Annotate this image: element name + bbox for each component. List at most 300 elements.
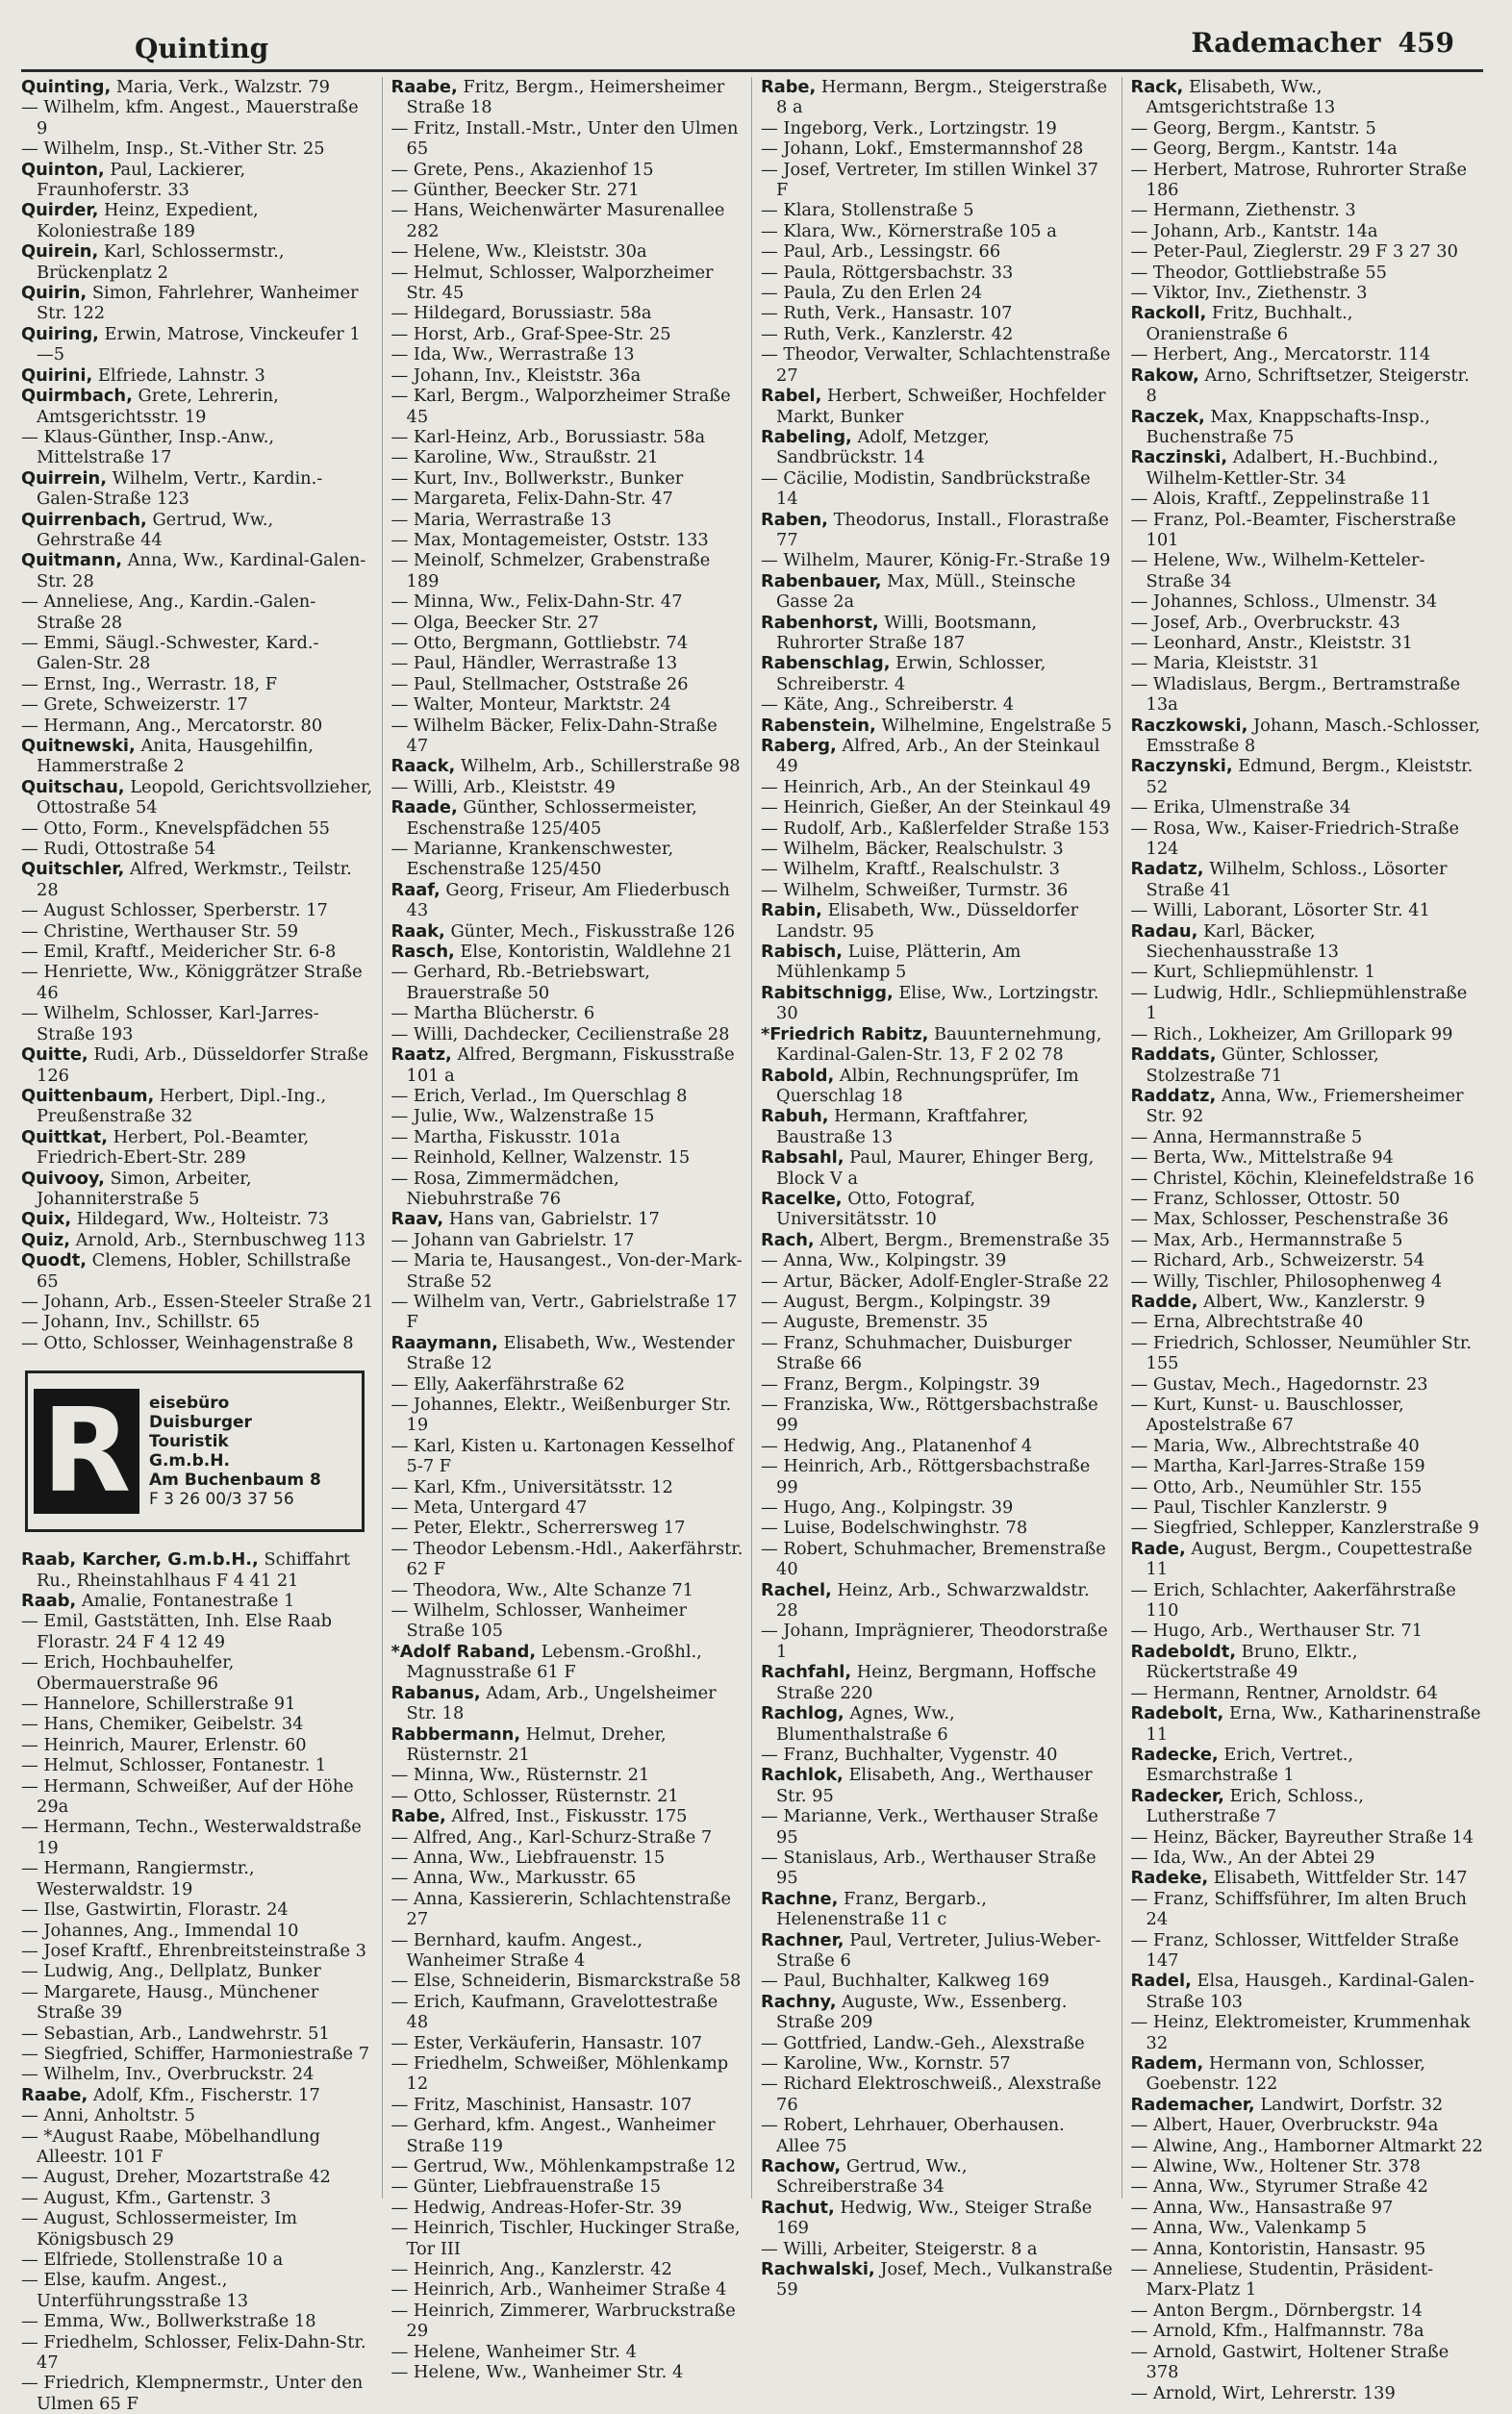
directory-entry xyxy=(391,241,744,262)
entry-details: Gertrud, Ww., Schreiberstraße 34 xyxy=(776,2156,968,2198)
directory-entry xyxy=(391,2176,744,2197)
entry-details: Elfriede, Lahnstr. 3 xyxy=(97,365,265,386)
directory-entry xyxy=(391,1374,744,1395)
directory-entry xyxy=(391,1024,744,1044)
entry-details: Adalbert, H.-Buchbind., Wilhelm-Kettler-Str. 34 xyxy=(1146,447,1439,489)
directory-entry xyxy=(761,1662,1114,1703)
entry-details: Lebensm.-Großhl., Magnusstraße 61 F xyxy=(406,1641,702,1683)
entry-details: Willi, Bootsmann, Ruhrorter Straße 187 xyxy=(776,612,1038,653)
entry-surname: Quiring, xyxy=(21,323,99,344)
directory-entry xyxy=(21,1652,374,1694)
directory-entry xyxy=(391,1848,744,1868)
entry-details: Wilhelm, Schloss., Lösorter Straße 41 xyxy=(1146,859,1448,900)
entry-surname: Rasch, xyxy=(391,942,455,963)
entry-surname: Quirrein, xyxy=(21,467,107,489)
advert-line6: F 3 26 00/3 37 56 xyxy=(149,1490,294,1510)
entry-details: — Hedwig, Andreas-Hofer-Str. 39 xyxy=(391,2197,682,2218)
entry-surname: Radeke, xyxy=(1130,1868,1209,1889)
entry-details: — Hermann, Techn., Westerwaldstraße 19 xyxy=(21,1817,362,1858)
entry-details: Elisabeth, Wittfelder Str. 147 xyxy=(1213,1868,1468,1889)
entry-details: Max, Knappschafts-Insp., Buchenstraße 75 xyxy=(1146,406,1430,447)
directory-entry xyxy=(391,447,744,467)
directory-entry xyxy=(391,1580,744,1600)
directory-entry xyxy=(761,1518,1114,1538)
directory-entry xyxy=(391,1395,744,1436)
entry-surname: Rabbermann, xyxy=(391,1723,521,1745)
directory-entry xyxy=(21,1312,374,1332)
directory-entry xyxy=(391,2115,744,2156)
entry-surname: Quitte, xyxy=(21,1044,88,1066)
entry-details: Günther, Schlossermeister, Eschenstraße 125/405 xyxy=(406,797,697,839)
directory-entry xyxy=(391,1683,744,1724)
directory-entry xyxy=(761,1024,1114,1066)
entry-details: — Hermann, Rangiermstr., Westerwaldstr. 19 xyxy=(21,1858,255,1899)
entry-surname: Raczinski, xyxy=(1130,447,1228,468)
entry-surname: Raczynski, xyxy=(1130,756,1233,777)
directory-entry xyxy=(1131,921,1484,963)
directory-entry xyxy=(1131,674,1484,716)
entry-surname: Rachlok, xyxy=(761,1765,844,1786)
directory-entry xyxy=(391,1786,744,1806)
directory-entry xyxy=(391,200,744,241)
entry-details: — Otto, Bergmann, Gottliebstr. 74 xyxy=(391,632,689,653)
header-last-entry xyxy=(1191,27,1454,59)
directory-entry xyxy=(761,1889,1114,1930)
directory-entry xyxy=(1131,818,1484,860)
directory-entry xyxy=(1131,2156,1484,2176)
entry-details: Erich, Vertret., Esmarchstraße 1 xyxy=(1146,1744,1354,1786)
entry-surname: Rakow, xyxy=(1130,365,1199,386)
column-4 xyxy=(1130,77,1484,2403)
entry-details: Paul, Lackierer, Fraunhoferstr. 33 xyxy=(37,159,246,201)
directory-entry xyxy=(1131,1477,1484,1497)
entry-details: — Martha Blücherstr. 6 xyxy=(391,1003,595,1024)
entry-details: — Anna, Ww., Hansastraße 97 xyxy=(1130,2197,1394,2218)
directory-entry xyxy=(761,1848,1114,1889)
entry-details: — Ida, Ww., An der Abtei 29 xyxy=(1130,1847,1375,1868)
entry-details: — Ruth, Verk., Kanzlerstr. 42 xyxy=(761,323,1014,344)
directory-entry xyxy=(1131,1889,1484,1930)
directory-entry xyxy=(1131,2115,1484,2135)
entry-details: — Olga, Beecker Str. 27 xyxy=(391,612,599,633)
directory-entry xyxy=(1131,962,1484,982)
entry-surname: Quirrenbach, xyxy=(21,509,147,530)
entry-details: — Karl-Heinz, Arb., Borussiastr. 58a xyxy=(391,426,706,447)
entry-details: — Hermann, Rentner, Arnoldstr. 64 xyxy=(1130,1682,1438,1703)
entry-surname: Rack, xyxy=(1130,77,1184,97)
directory-entry xyxy=(391,2279,744,2300)
directory-entry xyxy=(1131,365,1484,407)
entry-details: — Erna, Albrechtstraße 40 xyxy=(1130,1312,1364,1333)
entry-details: — Anneliese, Ang., Kardin.-Galen-Straße 28 xyxy=(21,591,316,633)
entry-details: — Johann, Arb., Essen-Steeler Straße 21 xyxy=(21,1291,374,1312)
directory-entry xyxy=(761,510,1114,551)
entry-details: Franz, Bergarb., Helenenstraße 11 c xyxy=(776,1888,987,1930)
directory-entry xyxy=(21,2044,374,2064)
directory-entry xyxy=(1131,2383,1484,2403)
entry-details: Anna, Ww., Friemersheimer Str. 92 xyxy=(1146,1085,1464,1127)
directory-entry xyxy=(761,1806,1114,1848)
entry-details: — Peter, Elektr., Scherrersweg 17 xyxy=(391,1518,686,1539)
entry-details: — Alfred, Ang., Karl-Schurz-Straße 7 xyxy=(391,1826,713,1848)
entry-surname: Quittenbaum, xyxy=(21,1085,155,1106)
entry-details: Helmut, Dreher, Rüsternstr. 21 xyxy=(406,1723,667,1765)
entry-details: — Wilhelm, kfm. Angest., Mauerstraße 9 xyxy=(21,97,359,138)
directory-entry xyxy=(1131,1703,1484,1745)
entry-details: — Else, kaufm. Angest., Unterführungsstraße 13 xyxy=(21,2270,249,2311)
entry-details: Leopold, Gerichtsvollzieher, Ottostraße 54 xyxy=(37,776,373,818)
directory-entry xyxy=(21,2250,374,2270)
entry-details: — Heinz, Bäcker, Bayreuther Straße 14 xyxy=(1130,1826,1474,1848)
directory-entry xyxy=(761,653,1114,694)
entry-details: — Martha, Fiskusstr. 101a xyxy=(391,1126,620,1147)
entry-details: — Anna, Ww., Valenkamp 5 xyxy=(1130,2218,1367,2239)
directory-entry xyxy=(21,2188,374,2208)
directory-entry xyxy=(1131,1147,1484,1168)
entry-details: — Paula, Röttgersbachstr. 33 xyxy=(761,262,1014,283)
directory-entry xyxy=(21,2024,374,2044)
entry-details: — Ida, Ww., Werrastraße 13 xyxy=(391,344,635,365)
entry-details: — Anton Bergm., Dörnbergstr. 14 xyxy=(1130,2300,1423,2321)
page-header xyxy=(21,27,1483,75)
entry-surname: Quitnewski, xyxy=(21,736,136,756)
directory-entry xyxy=(1131,1621,1484,1641)
entry-surname: Raaf, xyxy=(391,879,441,900)
directory-entry xyxy=(391,1930,744,1972)
directory-entry xyxy=(21,777,374,818)
entry-details: Herbert, Pol.-Beamter, Friedrich-Ebert-Str. 289 xyxy=(37,1126,310,1169)
directory-entry xyxy=(21,2311,374,2331)
directory-entry xyxy=(1131,1827,1484,1848)
directory-entry xyxy=(21,1044,374,1086)
entry-details: — Willi, Arb., Kleiststr. 49 xyxy=(391,776,616,797)
entry-details: Adolf, Metzger, Sandbrückstr. 14 xyxy=(776,426,990,468)
directory-entry xyxy=(1131,2218,1484,2238)
entry-details: — Franz, Bergm., Kolpingstr. 39 xyxy=(761,1373,1041,1395)
entry-details: — Paula, Zu den Erlen 24 xyxy=(761,283,983,304)
directory-entry xyxy=(391,2362,744,2382)
directory-entry xyxy=(1131,1436,1484,1456)
directory-entry xyxy=(391,2198,744,2218)
entry-details: — Arnold, Gastwirt, Holtener Straße 378 xyxy=(1130,2341,1449,2383)
entry-details: Günter, Schlosser, Stolzestraße 71 xyxy=(1146,1044,1379,1086)
entry-details: — Otto, Schlosser, Rüsternstr. 21 xyxy=(391,1785,679,1806)
entry-details: — Johann van Gabrielstr. 17 xyxy=(391,1229,635,1250)
entry-details: — Meta, Untergard 47 xyxy=(391,1497,588,1519)
entry-details: — Johann, Arb., Kantstr. 14a xyxy=(1130,220,1378,241)
directory-entry xyxy=(391,1292,744,1333)
directory-entry xyxy=(761,736,1114,777)
entry-surname: Rabuh, xyxy=(761,1106,829,1127)
entry-details: — Luise, Bodelschwinghstr. 78 xyxy=(761,1518,1028,1539)
directory-entry xyxy=(1131,2198,1484,2218)
entry-details: — Franz, Schuhmacher, Duisburger Straße 66 xyxy=(761,1332,1071,1374)
entry-details: — Heinrich, Arb., Röttgersbachstraße 99 xyxy=(761,1456,1091,1497)
entry-surname: Radebolt, xyxy=(1130,1703,1224,1724)
entry-details: — Walter, Monteur, Marktstr. 24 xyxy=(391,694,671,716)
directory-entry xyxy=(21,2208,374,2250)
entry-details: — Heinz, Elektromeister, Krummenhak 32 xyxy=(1130,2012,1471,2053)
entry-details: Josef, Mech., Vulkanstraße 59 xyxy=(776,2259,1113,2301)
directory-entry xyxy=(761,1066,1114,1107)
entry-details: — Karl, Bergm., Walporzheimer Straße 45 xyxy=(391,386,731,427)
entry-details: — Berta, Ww., Mittelstraße 94 xyxy=(1130,1147,1394,1169)
directory-entry xyxy=(21,736,374,777)
directory-entry xyxy=(21,1755,374,1775)
entry-details: — Hans, Chemiker, Geibelstr. 34 xyxy=(21,1714,304,1735)
directory-entry xyxy=(21,591,374,633)
directory-entry xyxy=(391,2342,744,2362)
directory-entry xyxy=(761,1250,1114,1270)
directory-entry xyxy=(21,1961,374,1981)
entry-details: Hermann, Bergm., Steigerstraße 8 a xyxy=(776,77,1108,118)
entry-details: — Hedwig, Ang., Platanenhof 4 xyxy=(761,1435,1033,1456)
directory-entry xyxy=(761,344,1114,386)
entry-surname: Rachny, xyxy=(761,1991,837,2012)
directory-entry xyxy=(761,716,1114,736)
directory-entry xyxy=(1131,797,1484,817)
entry-details: — Friedrich, Klempnermstr., Unter den Ulmen 65 F xyxy=(21,2373,364,2414)
directory-entry xyxy=(1131,1024,1484,1044)
advert-line4: G.m.b.H. xyxy=(149,1451,230,1471)
directory-entry xyxy=(1131,1250,1484,1270)
directory-entry xyxy=(391,613,744,633)
entry-details: — Christine, Werthauser Str. 59 xyxy=(21,920,299,942)
entry-details: — Paul, Tischler Kanzlerstr. 9 xyxy=(1130,1497,1388,1519)
directory-entry xyxy=(391,921,744,942)
directory-entry xyxy=(21,138,374,159)
entry-details: — Anna, Ww., Liebfrauenstr. 15 xyxy=(391,1847,666,1868)
directory-entry xyxy=(391,1436,744,1477)
directory-entry xyxy=(1131,263,1484,283)
entry-details: — Horst, Arb., Graf-Spee-Str. 25 xyxy=(391,323,671,344)
entry-details: — Fritz, Maschinist, Hansastr. 107 xyxy=(391,2094,693,2115)
directory-entry xyxy=(391,2218,744,2259)
directory-entry xyxy=(391,880,744,921)
entry-details: Hermann von, Schlosser, Goebenstr. 122 xyxy=(1146,2053,1425,2095)
entry-surname: Raczkowski, xyxy=(1130,715,1248,736)
directory-entry xyxy=(21,1941,374,1961)
directory-entry xyxy=(761,1333,1114,1374)
directory-entry xyxy=(761,571,1114,613)
entry-details: — Fritz, Install.-Mstr., Unter den Ulmen 65 xyxy=(391,117,739,160)
entry-surname: Quivooy, xyxy=(21,1168,105,1189)
entry-details: — Wilhelm, Bäcker, Realschulstr. 3 xyxy=(761,839,1064,860)
directory-entry xyxy=(21,1982,374,2024)
entry-details: — Alwine, Ww., Holtener Str. 378 xyxy=(1130,2156,1421,2177)
entry-surname: Quinton, xyxy=(21,159,105,180)
directory-entry xyxy=(1131,2176,1484,2197)
entry-surname: Raab, Karcher, G.m.b.H., xyxy=(21,1549,259,1571)
directory-entry xyxy=(21,2126,374,2168)
entry-details: — Sebastian, Arb., Landwehrstr. 51 xyxy=(21,2023,330,2044)
entry-surname: Rabe, xyxy=(391,1806,446,1827)
entry-details: — Grete, Schweizerstr. 17 xyxy=(21,694,248,716)
entry-details: — Ernst, Ing., Werrastr. 18, F xyxy=(21,673,278,694)
entry-details: — August, Dreher, Mozartstraße 42 xyxy=(21,2167,331,2188)
entry-details: — Rudi, Ottostraße 54 xyxy=(21,839,216,860)
directory-entry xyxy=(21,1921,374,1941)
directory-entry xyxy=(761,613,1114,654)
directory-entry xyxy=(1131,1848,1484,1868)
entry-details: Amalie, Fontanestraße 1 xyxy=(81,1591,295,1611)
directory-entry xyxy=(1131,633,1484,653)
entry-details: — Erich, Hochbauhelfer, Obermauerstraße 96 xyxy=(21,1652,235,1694)
directory-entry xyxy=(761,2239,1114,2259)
directory-entry xyxy=(761,263,1114,283)
entry-details: — Heinrich, Arb., An der Steinkaul 49 xyxy=(761,776,1091,797)
directory-entry xyxy=(21,2064,374,2084)
directory-entry xyxy=(391,303,744,323)
directory-entry xyxy=(21,1694,374,1714)
entry-details: Elise, Ww., Lortzingstr. 30 xyxy=(776,982,1099,1024)
entry-details: Fritz, Buchhalt., Oranienstraße 6 xyxy=(1146,303,1353,344)
entry-surname: Rabsahl, xyxy=(761,1147,844,1169)
entry-details: — Erich, Schlachter, Aakerfährstraße 110 xyxy=(1130,1579,1456,1622)
directory-entry xyxy=(391,777,744,797)
entry-details: Otto, Fotograf, Universitätsstr. 10 xyxy=(776,1188,976,1230)
entry-details: — Ruth, Verk., Hansastr. 107 xyxy=(761,303,1013,324)
entry-surname: Rach, xyxy=(761,1229,815,1250)
entry-details: — Helene, Ww., Wanheimer Str. 4 xyxy=(391,2362,684,2383)
entry-details: — Siegfried, Schlepper, Kanzlerstraße 9 xyxy=(1130,1518,1479,1539)
directory-entry xyxy=(21,241,374,283)
directory-entry xyxy=(1131,1292,1484,1312)
entry-details: — Wilhelm, Insp., St.-Vither Str. 25 xyxy=(21,138,325,160)
entry-details: Georg, Friseur, Am Fliederbusch 43 xyxy=(406,879,730,921)
entry-details: Theodorus, Install., Florastraße 77 xyxy=(776,509,1109,550)
directory-entry xyxy=(761,1147,1114,1189)
directory-entry xyxy=(761,1271,1114,1292)
directory-entry xyxy=(761,1930,1114,1972)
directory-entry xyxy=(21,1776,374,1818)
advert-line3: Touristik xyxy=(149,1432,229,1452)
entry-details: — Friedhelm, Schweißer, Möhlenkamp 12 xyxy=(391,2053,729,2095)
entry-details: — Hermann, Ang., Mercatorstr. 80 xyxy=(21,715,323,736)
entry-details: Anita, Hausgehilfin, Hammerstraße 2 xyxy=(37,736,314,777)
directory-entry xyxy=(761,1374,1114,1395)
directory-entry xyxy=(391,1250,744,1292)
entry-details: — Minna, Ww., Rüsternstr. 21 xyxy=(391,1765,650,1786)
entry-details: — Emil, Kraftf., Meidericher Str. 6-8 xyxy=(21,942,337,963)
directory-entry xyxy=(391,653,744,673)
directory-entry xyxy=(1131,1333,1484,1374)
entry-details: — Josef, Arb., Overbruckstr. 43 xyxy=(1130,612,1400,633)
directory-entry xyxy=(391,1992,744,2033)
entry-details: — Henriette, Ww., Königgrätzer Straße 46 xyxy=(21,962,363,1003)
entry-details: — Reinhold, Kellner, Walzenstr. 15 xyxy=(391,1147,691,1169)
directory-entry xyxy=(1131,160,1484,201)
directory-entry xyxy=(1131,1312,1484,1332)
entry-surname: *Friedrich Rabitz, xyxy=(761,1023,929,1044)
entry-details: Bauunternehmung, Kardinal-Galen-Str. 13, F 2 02 78 xyxy=(776,1023,1102,1066)
directory-entry xyxy=(761,1436,1114,1456)
directory-entry xyxy=(21,1209,374,1229)
directory-entry xyxy=(391,263,744,304)
directory-entry xyxy=(1131,1868,1484,1888)
directory-entry xyxy=(391,1827,744,1848)
entry-details: Hildegard, Ww., Holteistr. 73 xyxy=(76,1209,330,1230)
directory-entry xyxy=(761,1497,1114,1518)
directory-entry xyxy=(761,2033,1114,2053)
entry-details: — Ester, Verkäuferin, Hansastr. 107 xyxy=(391,2032,703,2053)
entry-surname: Quix, xyxy=(21,1209,72,1230)
entry-surname: Rabitschnigg, xyxy=(761,982,894,1003)
directory-entry xyxy=(1131,1497,1484,1518)
entry-details: — Anna, Ww., Styrumer Straße 42 xyxy=(1130,2176,1428,2198)
entry-surname: Quodt, xyxy=(21,1250,87,1271)
entry-details: — Willi, Arbeiter, Steigerstr. 8 a xyxy=(761,2238,1038,2259)
entry-details: — Artur, Bäcker, Adolf-Engler-Straße 22 xyxy=(761,1270,1110,1292)
directory-entry xyxy=(391,324,744,344)
entry-surname: Rachow, xyxy=(761,2156,842,2177)
directory-entry xyxy=(761,118,1114,138)
entry-surname: Rademacher, xyxy=(1130,2094,1255,2115)
entry-details: — Maria, Kleiststr. 31 xyxy=(1130,653,1321,674)
directory-entry xyxy=(391,694,744,715)
entry-details: — Anneliese, Studentin, Präsident-Marx-Platz 1 xyxy=(1130,2259,1434,2301)
entry-details: — Gerhard, kfm. Angest., Wanheimer Straße 119 xyxy=(391,2115,716,2156)
entry-surname: Rade, xyxy=(1130,1538,1186,1559)
directory-entry xyxy=(761,1539,1114,1580)
directory-entry xyxy=(1131,1044,1484,1086)
entry-surname: Rabenschlag, xyxy=(761,653,891,674)
directory-entry xyxy=(1131,1209,1484,1229)
entry-surname: Raatz, xyxy=(391,1044,452,1066)
directory-entry xyxy=(1131,550,1484,591)
directory-entry xyxy=(1131,1580,1484,1622)
entry-details: — *August Raabe, Möbelhandlung Alleestr. 101 F xyxy=(21,2125,320,2167)
entry-details: Arnold, Arb., Sternbuschweg 113 xyxy=(75,1229,366,1250)
entry-details: — Johannes, Schloss., Ulmenstr. 34 xyxy=(1130,591,1438,613)
directory-entry xyxy=(1131,241,1484,262)
directory-entry xyxy=(1131,1786,1484,1827)
entry-details: — Klara, Ww., Körnerstraße 105 a xyxy=(761,220,1057,241)
directory-entry xyxy=(761,1765,1114,1806)
directory-entry xyxy=(1131,221,1484,241)
directory-entry xyxy=(21,2332,374,2374)
entry-surname: Quirmbach, xyxy=(21,386,133,407)
directory-entry xyxy=(1131,1745,1484,1786)
entry-details: — Willi, Laborant, Lösorter Str. 41 xyxy=(1130,900,1430,921)
advert-line1: eisebüro xyxy=(149,1394,230,1414)
directory-entry xyxy=(1131,1189,1484,1209)
directory-entry xyxy=(761,2259,1114,2301)
directory-entry xyxy=(391,1127,744,1147)
directory-entry xyxy=(761,1621,1114,1662)
entry-details: — Wilhelm van, Vertr., Gabrielstraße 17 F xyxy=(391,1291,738,1333)
directory-entry xyxy=(1131,1395,1484,1436)
directory-entry xyxy=(391,550,744,591)
entry-details: — Siegfried, Schiffer, Harmoniestraße 7 xyxy=(21,2043,370,2064)
entry-surname: Rachfahl, xyxy=(761,1662,852,1683)
directory-entry xyxy=(391,489,744,509)
entry-details: — Ingeborg, Verk., Lortzingstr. 19 xyxy=(761,117,1057,138)
entry-surname: Radde, xyxy=(1130,1291,1198,1312)
entry-details: — Hannelore, Schillerstraße 91 xyxy=(21,1694,296,1715)
directory-entry xyxy=(1131,900,1484,920)
entry-details: — Emmi, Säugl.-Schwester, Kard.-Galen-Str. 28 xyxy=(21,632,319,674)
directory-entry xyxy=(1131,1683,1484,1703)
directory-entry xyxy=(21,468,374,510)
directory-entry xyxy=(391,1806,744,1826)
entry-surname: Quitmann, xyxy=(21,550,122,571)
directory-entry xyxy=(391,716,744,757)
directory-entry xyxy=(391,1497,744,1518)
directory-entry xyxy=(21,550,374,591)
directory-entry xyxy=(1131,510,1484,551)
directory-entry xyxy=(761,1312,1114,1332)
